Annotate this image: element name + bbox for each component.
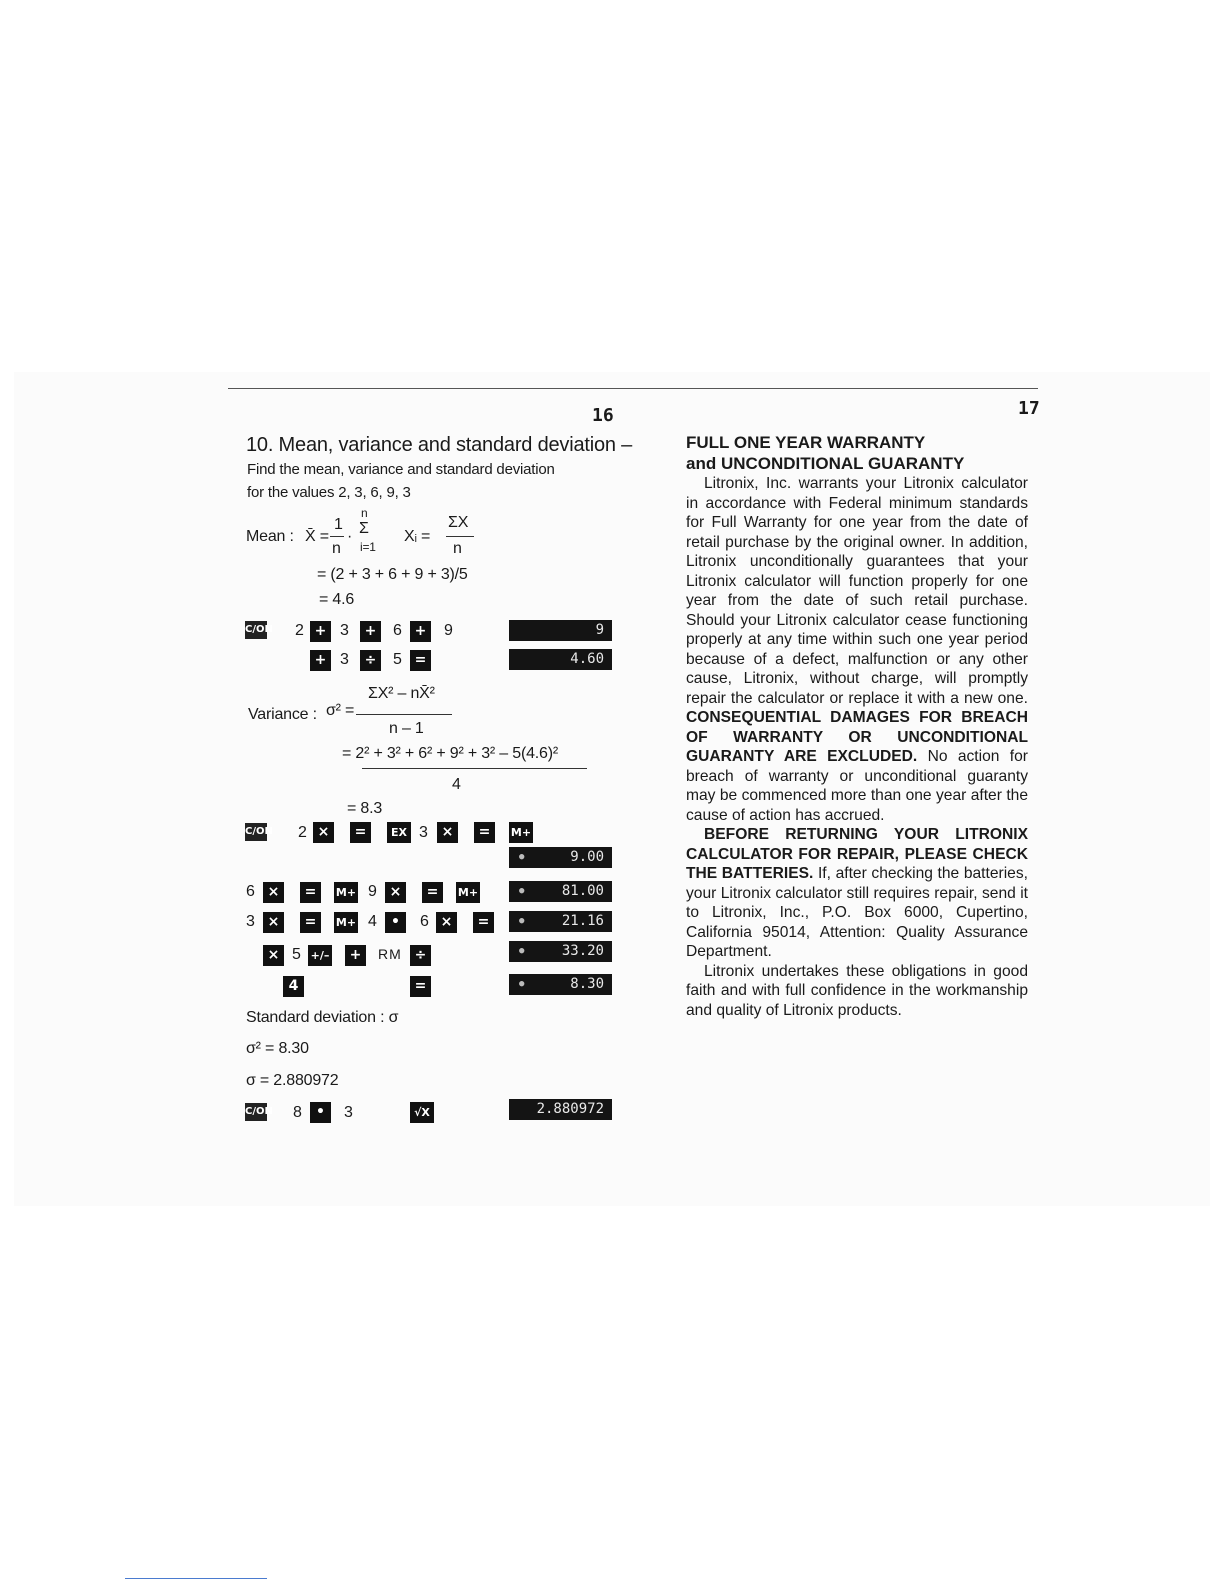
digit-6: 6: [420, 913, 429, 930]
warranty-para1-tail: No action for breach of warranty or unconditional guaranty may be commenced more than one year after the cause of action has accrued.: [686, 748, 1028, 824]
multiply-key-icon: ×: [436, 912, 457, 933]
display-dot-icon: ●: [519, 916, 525, 926]
std-line-1: σ² = 8.30: [246, 1040, 309, 1057]
mean-frac2-bar: [446, 536, 474, 537]
memory-plus-key-icon: M+: [334, 912, 358, 933]
digit-8: 8: [293, 1104, 302, 1121]
digit-3: 3: [344, 1104, 353, 1121]
plus-key-icon: +: [345, 945, 366, 966]
mean-frac1-num: 1: [334, 516, 343, 533]
warranty-heading-2: and UNCONDITIONAL GUARANTY: [686, 454, 965, 473]
variance-label: Variance :: [248, 706, 317, 723]
digit-3: 3: [340, 622, 349, 639]
variance-lhs: σ² =: [326, 702, 355, 719]
plus-key-icon: +: [310, 621, 331, 642]
square-root-key-icon: √X: [410, 1102, 434, 1123]
mean-lhs: X̄ =: [305, 528, 329, 545]
warranty-heading-1: FULL ONE YEAR WARRANTY: [686, 433, 926, 452]
digit-2: 2: [298, 824, 307, 841]
divide-key-icon: ÷: [360, 650, 381, 671]
equals-key-icon: =: [422, 882, 443, 903]
variance-numerator: ΣX² – nX̄²: [368, 685, 435, 702]
plus-key-icon: +: [360, 621, 381, 642]
multiply-key-icon: ×: [313, 822, 334, 843]
digit-5: 5: [292, 946, 301, 963]
warranty-para1-bold: CONSEQUENTIAL DAMAGES FOR BREACH OF WARRANTY OR UNCONDITIONAL GUARANTY ARE EXCLUDED.: [686, 709, 1028, 765]
intro-line-2: for the values 2, 3, 6, 9, 3: [247, 484, 411, 501]
digit-9: 9: [444, 622, 453, 639]
digit-6: 6: [393, 622, 402, 639]
mean-label: Mean :: [246, 528, 294, 545]
digit-6: 6: [246, 883, 255, 900]
display-mean-2: 4.60: [509, 649, 612, 670]
warranty-para2-bold: BEFORE RETURNING YOUR LITRONIX CALCULATOR FOR REPAIR, PLEASE CHECK THE BATTERIES.: [686, 826, 1028, 882]
mean-sigma: Σ: [359, 520, 369, 537]
mean-frac1-bar: [330, 536, 344, 537]
display-dot-icon: ●: [519, 886, 525, 896]
display-value: 81.00: [561, 883, 604, 899]
memory-plus-key-icon: M+: [509, 822, 533, 843]
variance-denominator: n – 1: [389, 720, 424, 737]
recall-memory-label: RM: [378, 946, 402, 962]
variance-step-bar: [362, 768, 587, 769]
variance-step-1: = 2² + 3² + 6² + 9² + 3² – 5(4.6)²: [342, 745, 558, 762]
plus-minus-key-icon: +/–: [308, 945, 332, 966]
digit-4: 4: [368, 913, 377, 930]
variance-step-2: = 8.3: [347, 800, 383, 817]
memory-plus-key-icon: M+: [456, 882, 480, 903]
multiply-key-icon: ×: [263, 945, 284, 966]
mean-frac1-den: n: [332, 540, 341, 557]
bottom-link-underline: [125, 1578, 267, 1579]
display-var-2: [509, 881, 612, 902]
warranty-paragraph-2: [686, 825, 1028, 962]
display-value: 9.00: [570, 849, 604, 865]
variance-bar: [356, 714, 452, 715]
warranty-para2-text: If, after checking the batteries, your Litronix calculator still requires repair, send it to Litronix, Inc., P.O. Box 6000, Cupertino, California 95014, Attention: Quality Assurance Department.: [686, 865, 1028, 960]
mean-xi: Xᵢ =: [404, 528, 431, 545]
right-page-number: 17: [1018, 398, 1040, 419]
std-line-2: σ = 2.880972: [246, 1072, 339, 1089]
display-var-3: [509, 911, 612, 932]
page-top-rule: [228, 388, 1038, 389]
decimal-point-key-icon: •: [385, 912, 406, 933]
equals-key-icon: =: [473, 912, 494, 933]
warranty-text: [686, 432, 1028, 1020]
equals-key-icon: =: [474, 822, 495, 843]
equals-key-icon: =: [300, 912, 321, 933]
display-std-1: 2.880972: [509, 1099, 612, 1120]
digit-2: 2: [295, 622, 304, 639]
digit-9: 9: [368, 883, 377, 900]
decimal-point-key-icon: •: [310, 1102, 331, 1123]
mean-sigma-top: n: [361, 506, 368, 520]
display-dot-icon: ●: [519, 979, 525, 989]
warranty-paragraph-3: Litronix undertakes these obligations in good faith and with full confidence in the workmanship and quality of Litronix products.: [686, 962, 1028, 1019]
multiply-key-icon: ×: [437, 822, 458, 843]
digit-3: 3: [246, 913, 255, 930]
equals-key-icon: =: [410, 976, 431, 997]
section-title: 10. Mean, variance and standard deviation –: [246, 434, 633, 456]
equals-key-icon: =: [300, 882, 321, 903]
page-spread: [14, 372, 1210, 1206]
display-dot-icon: ●: [519, 852, 525, 862]
display-var-5: [509, 974, 612, 995]
ex-key-icon: EX: [387, 822, 411, 843]
digit-4-key-icon: 4: [283, 976, 304, 997]
equals-key-icon: =: [350, 822, 371, 843]
std-label: Standard deviation : σ: [246, 1009, 399, 1026]
clear-on-key-icon: C/ON: [245, 1103, 267, 1121]
digit-3: 3: [340, 651, 349, 668]
display-var-1: [509, 847, 612, 868]
multiply-key-icon: ×: [263, 912, 284, 933]
display-value: 21.16: [561, 913, 604, 929]
digit-3: 3: [419, 824, 428, 841]
display-var-4: [509, 941, 612, 962]
divide-key-icon: ÷: [410, 945, 431, 966]
display-dot-icon: ●: [519, 946, 525, 956]
multiply-key-icon: ×: [263, 882, 284, 903]
equals-key-icon: =: [410, 650, 431, 671]
mean-sigma-bottom: i=1: [360, 540, 376, 554]
variance-step-1-den: 4: [452, 776, 461, 793]
warranty-paragraph-1: [686, 474, 1028, 825]
left-page-number: 16: [592, 405, 614, 426]
multiply-key-icon: ×: [385, 882, 406, 903]
display-mean-1: 9: [509, 620, 612, 641]
warranty-para1-text: Litronix, Inc. warrants your Litronix calculator in accordance with Federal minimum standards for Full Warranty for one year from the date of retail purchase by the original owner. In addition, Litronix unconditionally guarantees that your Litronix calculator will function properly for one year from the date of such retail purchase. Should your Litronix calculator cease functioning properly at any time within such one year period because of a defect, malfunction or any other cause, Litronix, without charge, will promptly repair the calculator or replace it with a new one.: [686, 475, 1028, 707]
digit-5: 5: [393, 651, 402, 668]
mean-dot: ·: [347, 528, 353, 545]
display-value: 8.30: [570, 976, 604, 992]
memory-plus-key-icon: M+: [334, 882, 358, 903]
mean-frac2-den: n: [453, 540, 462, 557]
mean-step-1: = (2 + 3 + 6 + 9 + 3)/5: [317, 566, 468, 583]
mean-step-2: = 4.6: [319, 591, 355, 608]
mean-frac2-num: ΣX: [448, 514, 469, 531]
plus-key-icon: +: [410, 621, 431, 642]
clear-on-key-icon: C/ON: [245, 823, 267, 841]
intro-line-1: Find the mean, variance and standard deviation: [247, 461, 555, 478]
plus-key-icon: +: [310, 650, 331, 671]
display-value: 33.20: [561, 943, 604, 959]
clear-on-key-icon: C/ON: [245, 621, 267, 639]
